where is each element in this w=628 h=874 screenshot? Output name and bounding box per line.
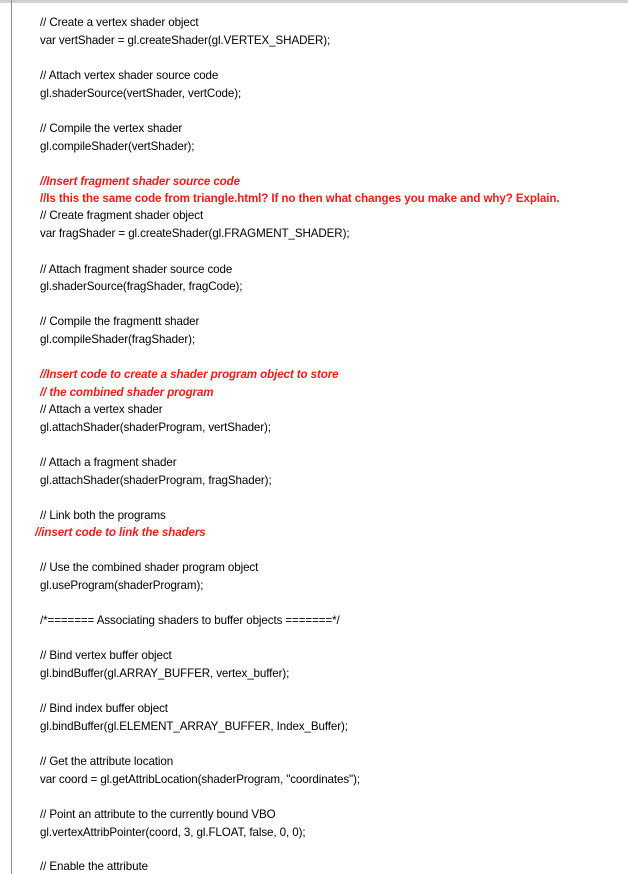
section-divider-comment: /*======= Associating shaders to buffer objects =======*/ [40,614,340,627]
code-line: var vertShader = gl.createShader(gl.VERTEX_SHADER); [40,34,331,47]
code-comment: // Attach a vertex shader [40,403,163,416]
code-comment: // Bind index buffer object [40,702,168,715]
code-comment: // Use the combined shader program object [40,561,259,574]
code-line: gl.bindBuffer(gl.ARRAY_BUFFER, vertex_buffer); [40,667,290,680]
code-line: gl.compileShader(fragShader); [40,333,195,346]
code-line: var coord = gl.getAttribLocation(shaderProgram, "coordinates"); [40,773,360,786]
code-comment: // Bind vertex buffer object [40,649,172,662]
code-comment: // Point an attribute to the currently bound VBO [40,808,276,821]
code-comment: // Get the attribute location [40,755,174,768]
code-line: gl.shaderSource(vertShader, vertCode); [40,87,242,100]
code-line: var fragShader = gl.createShader(gl.FRAGMENT_SHADER); [40,227,350,240]
left-margin-rule [11,0,12,874]
code-line: gl.compileShader(vertShader); [40,140,195,153]
code-line: gl.bindBuffer(gl.ELEMENT_ARRAY_BUFFER, Index_Buffer); [40,720,348,733]
code-line: gl.attachShader(shaderProgram, vertShader); [40,421,271,434]
code-comment: // Enable the attribute [40,860,148,873]
instruction-annotation: // the combined shader program [40,386,214,399]
code-comment: // Attach vertex shader source code [40,69,219,82]
code-comment: // Create a vertex shader object [40,16,199,29]
code-line: gl.useProgram(shaderProgram); [40,579,204,592]
code-comment: // Compile the vertex shader [40,122,183,135]
instruction-annotation: //Insert code to create a shader program object to store [40,368,339,381]
question-annotation: //Is this the same code from triangle.html? If no then what changes you make and why? Explain. [40,192,560,205]
code-line: gl.shaderSource(fragShader, fragCode); [40,280,243,293]
code-comment: // Create fragment shader object [40,209,204,222]
code-comment: // Attach fragment shader source code [40,263,233,276]
code-line: gl.vertexAttribPointer(coord, 3, gl.FLOAT, false, 0, 0); [40,826,306,839]
code-line: gl.attachShader(shaderProgram, fragShader); [40,474,272,487]
top-border [0,0,628,3]
code-comment: // Link both the programs [40,509,166,522]
instruction-annotation: //Insert fragment shader source code [40,175,240,188]
instruction-annotation: //insert code to link the shaders [35,526,206,539]
code-comment: // Attach a fragment shader [40,456,177,469]
code-comment: // Compile the fragmentt shader [40,315,200,328]
